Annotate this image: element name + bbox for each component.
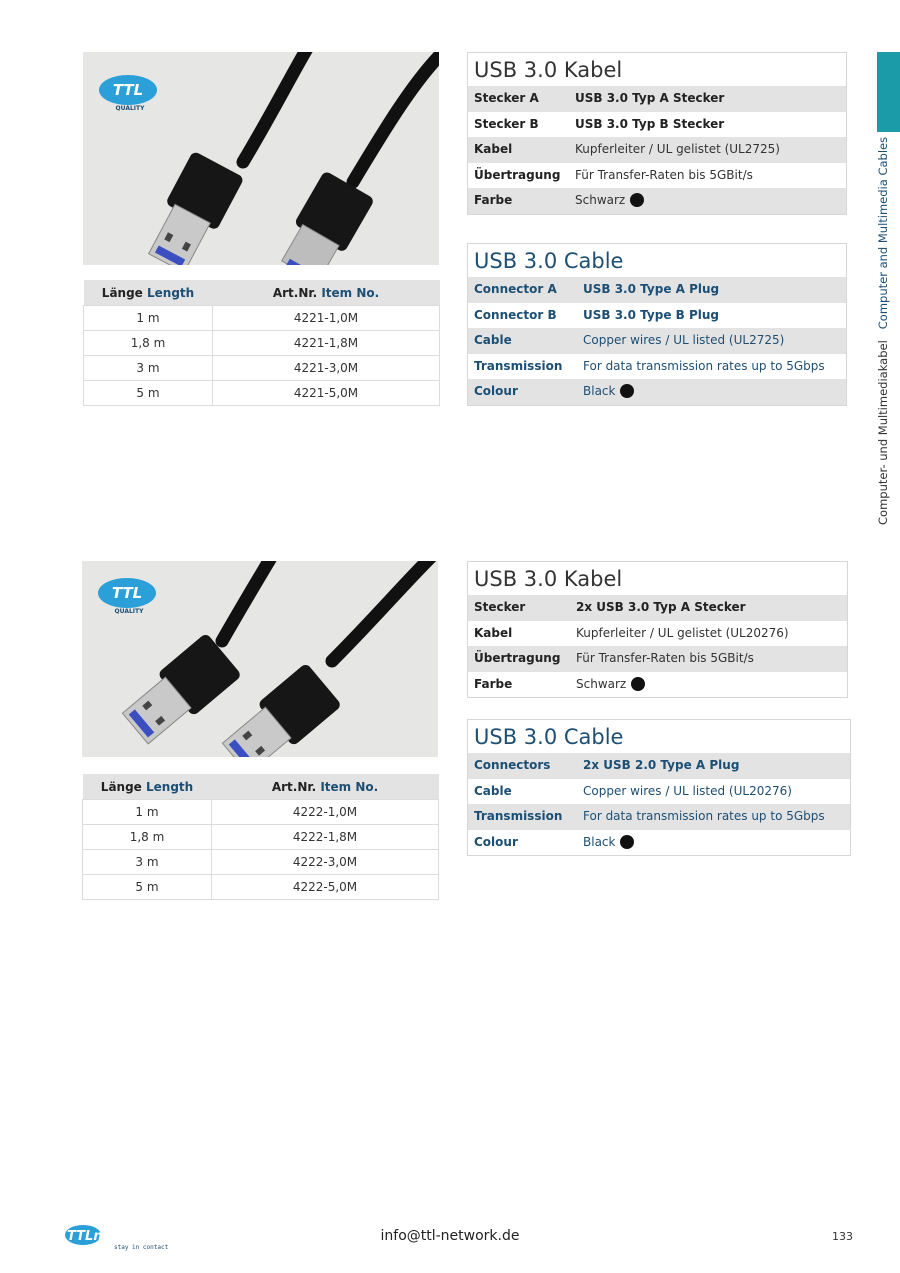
length-table	[83, 280, 440, 406]
table-row: 1 m 4222-1,0M	[83, 800, 439, 825]
spec-row: Farbe Schwarz	[468, 672, 847, 698]
color-swatch-black	[631, 677, 645, 691]
color-swatch-black	[630, 193, 644, 207]
table-row: 1 m 4221-1,0M	[84, 306, 440, 331]
table-row: 3 m 4222-3,0M	[83, 850, 439, 875]
spec-row: Stecker B USB 3.0 Typ B Stecker	[474, 116, 725, 131]
color-swatch-black	[620, 835, 634, 849]
spec-row: Kabel Kupferleiter / UL gelistet (UL20276)	[474, 625, 789, 640]
length-table-header	[83, 774, 439, 800]
spec-row: Cable Copper wires / UL listed (UL2725)	[468, 328, 846, 354]
table-row: 1,8 m 4222-1,8M	[83, 825, 439, 850]
side-label-en: Computer and Multimedia Cables	[876, 136, 890, 330]
side-label-de: Computer- und Multimediakabel	[876, 340, 890, 525]
spec-row: Cable Copper wires / UL listed (UL20276)	[474, 783, 792, 798]
ttl-quality-badge	[98, 578, 156, 615]
spec-row: Stecker 2x USB 3.0 Typ A Stecker	[468, 595, 847, 621]
spec-row: Connector A USB 3.0 Type A Plug	[468, 277, 846, 303]
spec-row: Colour Black	[468, 830, 850, 856]
svg-text:TTL: TTL	[112, 81, 144, 99]
spec-title: USB 3.0 Kabel	[474, 58, 623, 82]
table-row: 3 m 4221-3,0M	[84, 356, 440, 381]
item-column-header: Art.Nr. Item No.	[213, 280, 440, 306]
spec-row: Colour Black	[468, 379, 846, 405]
svg-text:QUALITY: QUALITY	[115, 105, 145, 112]
length-column-header: Länge Length	[84, 280, 213, 306]
product-photo-usb-a-b	[83, 52, 439, 265]
length-table-header	[84, 280, 440, 306]
svg-text:stay in contact: stay in contact	[114, 1244, 169, 1251]
ttl-quality-badge	[99, 75, 157, 112]
spec-row: Transmission For data transmission rates up to 5Gbps	[468, 804, 850, 830]
footer-email[interactable]: info@ttl-network.de	[380, 1228, 520, 1244]
spec-row: Farbe Schwarz	[468, 188, 846, 214]
item-column-header: Art.Nr. Item No.	[212, 774, 439, 800]
length-column-header: Länge Length	[83, 774, 212, 800]
svg-text:TTL: TTL	[111, 584, 143, 602]
spec-box-german	[467, 52, 847, 215]
spec-title: USB 3.0 Kabel	[474, 567, 623, 591]
length-table	[82, 774, 439, 900]
table-row: 5 m 4221-5,0M	[84, 381, 440, 406]
spec-row: Stecker A USB 3.0 Typ A Stecker	[468, 86, 846, 112]
spec-row: Kabel Kupferleiter / UL gelistet (UL2725)	[468, 137, 846, 163]
spec-title: USB 3.0 Cable	[474, 725, 624, 749]
svg-text:QUALITY: QUALITY	[114, 608, 144, 615]
page-number: 133	[832, 1230, 853, 1243]
usb-a-a-cable-image	[82, 561, 438, 757]
usb-a-b-cable-image	[83, 52, 439, 265]
spec-row: Übertragung Für Transfer-Raten bis 5GBit/s	[474, 167, 753, 182]
table-row: 5 m 4222-5,0M	[83, 875, 439, 900]
spec-box-german	[467, 561, 848, 698]
spec-title: USB 3.0 Cable	[474, 249, 624, 273]
spec-row: Übertragung Für Transfer-Raten bis 5GBit/s	[468, 646, 847, 672]
spec-row: Connectors 2x USB 2.0 Type A Plug	[468, 753, 850, 779]
spec-box-english	[467, 243, 847, 406]
table-row: 1,8 m 4221-1,8M	[84, 331, 440, 356]
side-category-label	[876, 45, 890, 525]
spec-row: Connector B USB 3.0 Type B Plug	[474, 307, 720, 322]
product-photo-usb-a-a	[82, 561, 438, 757]
spec-box-english	[467, 719, 851, 856]
svg-text:TTLnetwork: TTLnetwork	[67, 1229, 154, 1244]
color-swatch-black	[620, 384, 634, 398]
spec-row: Transmission For data transmission rates up to 5Gbps	[474, 358, 825, 373]
